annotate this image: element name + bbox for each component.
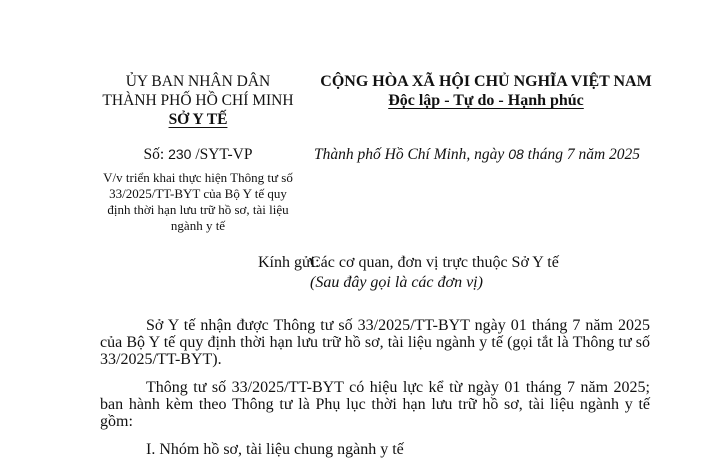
document-number — [98, 146, 298, 164]
body-paragraph-2: Thông tư số 33/2025/TT-BYT có hiệu lực kể từ ngày 01 tháng 7 năm 2025; ban hành kèm theo Thông tư là Phụ lục thời hạn lưu trữ hồ sơ, tài liệu ngành y tế gồm: — [100, 379, 650, 430]
country-name: CỘNG HÒA XÃ HỘI CHỦ NGHĨA VIỆT NAM — [320, 73, 652, 90]
national-motto-header — [306, 72, 666, 110]
recipient-label: Kính gửi: — [258, 254, 320, 271]
doc-number-prefix: Số: — [143, 146, 165, 163]
body-paragraph-1: Sở Y tế nhận được Thông tư số 33/2025/TT-BYT ngày 01 tháng 7 năm 2025 của Bộ Y tế quy định thời hạn lưu trữ hồ sơ, tài liệu ngành y tế (gọi tắt là Thông tư số 33/2025/TT-BYT). — [100, 317, 650, 368]
authority-line-3 — [98, 110, 298, 129]
recipient-note: (Sau đây gọi là các đơn vị) — [310, 274, 483, 291]
doc-number-value: 230 — [168, 146, 192, 162]
recipient-name: Các cơ quan, đơn vị trực thuộc Sở Y tế — [310, 254, 559, 271]
doc-date-prefix: Thành phố Hồ Chí Minh, ngày — [314, 146, 505, 163]
national-motto: Độc lập - Tự do - Hạnh phúc — [388, 92, 584, 109]
document-subject: V/v triển khai thực hiện Thông tư số 33/2025/TT-BYT của Bộ Y tế quy định thời hạn lưu trữ hồ sơ, tài liệu ngành y tế — [103, 170, 293, 233]
issuing-authority-header — [98, 72, 298, 129]
authority-line-1: ỦY BAN NHÂN DÂN — [125, 73, 271, 90]
authority-line-2: THÀNH PHỐ HỒ CHÍ MINH — [102, 92, 294, 109]
doc-number-suffix: /SYT-VP — [195, 146, 253, 163]
doc-date-month: tháng 7 năm 2025 — [527, 146, 641, 163]
section-heading-1: I. Nhóm hồ sơ, tài liệu chung ngành y tế — [146, 441, 404, 458]
document-date — [314, 146, 640, 164]
department-name: SỞ Y TẾ — [168, 111, 228, 128]
doc-date-day: 08 — [508, 146, 524, 162]
